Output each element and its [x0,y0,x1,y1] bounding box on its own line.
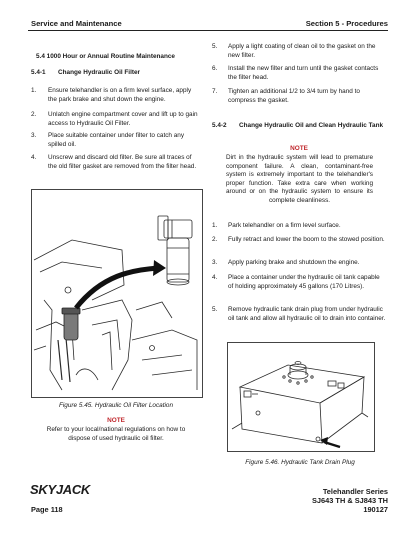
step-text: Place a container under the hydraulic oil tank capable of holding approximately 45 gallons (170 Litres). [228,274,380,290]
step-text: Apply a light coating of clean oil to the gasket on the new filter. [228,43,376,59]
skyjack-logo [30,482,90,497]
figure-hydraulic-oil-filter [31,189,203,398]
step-text: Park telehandler on a firm level surface. [228,222,341,229]
model-numbers: SJ643 TH & SJ843 TH [312,495,388,505]
subsection-title: Change Hydraulic Oil and Clean Hydraulic Tank [239,122,384,129]
step-text: Unscrew and discard old filter. Be sure all traces of the old filter gasket are removed from the filter head. [48,154,197,170]
document-code: 190127 [363,504,388,514]
header-rule [28,30,388,31]
hydraulic-tank-illustration [228,343,374,451]
step-number: 1. [212,222,218,229]
note-heading: NOTE [290,145,308,152]
step-text: Ensure telehandler is on a firm level surface, apply the park brake and shut down the engine. [48,87,192,103]
figure-caption: Figure 5.46. Hydraulic Tank Drain Plug [245,459,355,466]
step-number: 2. [212,236,218,243]
subsection-title: Change Hydraulic Oil Filter [58,69,141,76]
figure-hydraulic-tank [227,342,375,452]
footer-model-block [312,488,388,514]
logo-text: SKYJACK [30,482,91,497]
page-number: Page 118 [31,505,63,514]
step-number: 4. [31,154,37,161]
header-section-number: Section 5 - Procedures [305,19,388,28]
header-section-title: Service and Maintenance [31,19,122,28]
step-number: 1. [31,87,37,94]
step-text: Unlatch engine compartment cover and lift up to gain access to Hydraulic Oil Filter. [48,111,198,127]
step-number: 5. [212,306,218,313]
step-number: 5. [212,43,218,50]
subsection-number: 5.4-1 [31,69,46,76]
step-number: 3. [212,259,218,266]
step-text: Fully retract and lower the boom to the stowed position. [228,236,385,243]
step-number: 2. [31,111,37,118]
series-name: Telehandler Series [322,487,388,496]
step-text: Install the new filter and turn until the gasket contacts the filter head. [228,65,379,81]
step-number: 6. [212,65,218,72]
note-text: Refer to your local/national regulations on how to dispose of used hydraulic oil filter. [46,426,186,442]
section-title: 5.4 1000 Hour or Annual Routine Maintenance [36,53,175,60]
step-text: Remove hydraulic tank drain plug from under hydraulic oil tank and allow all hydraulic oil to drain into container. [228,306,386,322]
step-number: 4. [212,274,218,281]
note-text: Dirt in the hydraulic system will lead to premature component failure. A clean, contaminant-free system is extremely important to the telehandler's proper function. Take extra care when working around or on the hydraulic system to ensure its complete cleanliness. [226,154,373,204]
step-number: 3. [31,132,37,139]
hydraulic-filter-illustration [32,190,202,397]
step-text: Place suitable container under filter to catch any spilled oil. [48,132,185,148]
note-heading: NOTE [107,417,125,424]
step-number: 7. [212,88,218,95]
subsection-number: 5.4-2 [212,122,227,129]
step-text: Apply parking brake and shutdown the engine. [228,259,360,266]
step-text: Tighten an additional 1/2 to 3/4 turn by hand to compress the gasket. [228,88,360,104]
figure-caption: Figure 5.45. Hydraulic Oil Filter Location [58,402,173,409]
